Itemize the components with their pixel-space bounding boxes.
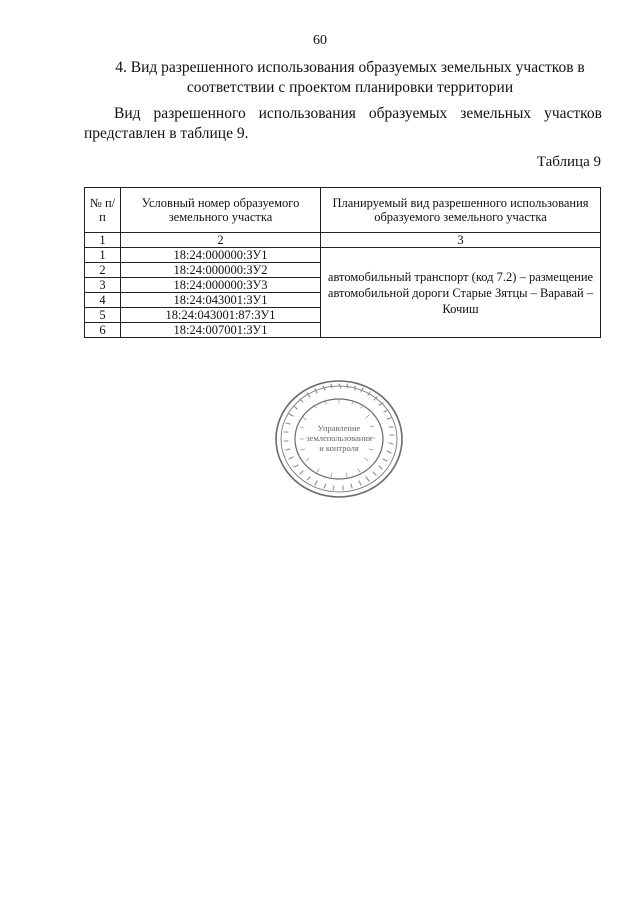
cadastral-number: 18:24:000000:ЗУ1: [121, 248, 321, 263]
intro-paragraph: [84, 104, 602, 144]
cadastral-number: 18:24:043001:87:ЗУ1: [121, 308, 321, 323]
section-heading-line2: соответствии с проектом планировки территории: [186, 79, 514, 96]
column-index: 1: [85, 233, 121, 248]
header-number: № п/п: [85, 188, 121, 233]
intro-paragraph-line2: представлен в таблице 9.: [84, 125, 249, 142]
intro-paragraph-line1: Вид разрешенного использования образуемых земельных участков: [114, 105, 602, 122]
table-caption: Таблица 9: [536, 154, 601, 170]
table-row: [85, 248, 601, 263]
page-number: 60: [313, 33, 327, 48]
cadastral-number: 18:24:007001:ЗУ1: [121, 323, 321, 338]
cadastral-number: 18:24:000000:ЗУ3: [121, 278, 321, 293]
row-number: 4: [85, 293, 121, 308]
header-permitted-use: Планируемый вид разрешенного использования образуемого земельного участка: [321, 188, 601, 233]
column-index-row: [85, 233, 601, 248]
section-heading: [100, 58, 600, 98]
column-index: 3: [321, 233, 601, 248]
row-number: 5: [85, 308, 121, 323]
permitted-use-cell: автомобильный транспорт (код 7.2) – размещение автомобильной дороги Старые Зятцы – Варавай – Кочиш: [321, 248, 601, 338]
svg-text:землепользования: землепользования: [306, 433, 372, 443]
section-heading-line1: 4. Вид разрешенного использования образуемых земельных участков в: [115, 59, 585, 76]
row-number: 2: [85, 263, 121, 278]
svg-text:Управление: Управление: [317, 423, 361, 433]
row-number: 1: [85, 248, 121, 263]
seal-icon: [273, 377, 405, 501]
cadastral-number: 18:24:000000:ЗУ2: [121, 263, 321, 278]
header-cadastral-number: Условный номер образуемого земельного участка: [121, 188, 321, 233]
row-number: 3: [85, 278, 121, 293]
cadastral-number: 18:24:043001:ЗУ1: [121, 293, 321, 308]
official-seal-stamp: [273, 377, 405, 501]
row-number: 6: [85, 323, 121, 338]
column-index: 2: [121, 233, 321, 248]
land-use-table: [84, 187, 601, 338]
svg-text:и контроля: и контроля: [319, 443, 359, 453]
